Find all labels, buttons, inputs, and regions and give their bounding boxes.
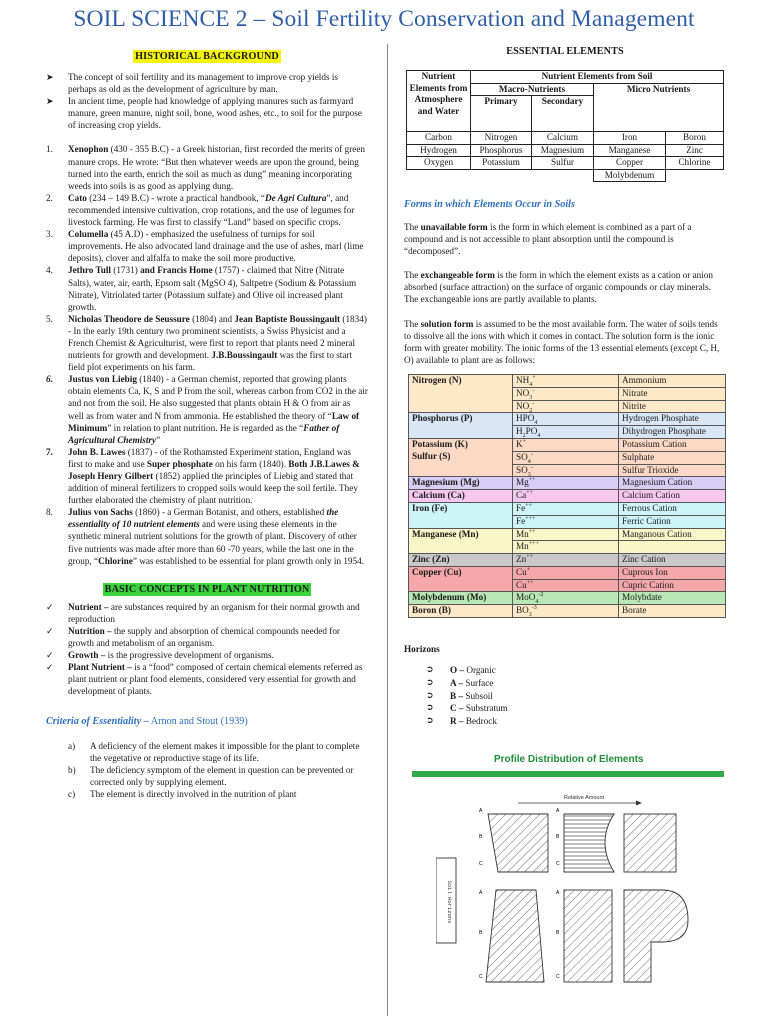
table-header: Nutrient Elements from Soil — [471, 71, 724, 84]
table-row: Boron (B) $BO_3^{-3}$ Borate — [409, 605, 726, 618]
table-row: Copper (Cu) Cu+ Cuprous Ion — [409, 566, 726, 579]
historical-list — [46, 143, 368, 566]
table-row: Iron (Fe) Fe++ Ferrous Cation — [409, 502, 726, 515]
criteria-heading: Criteria of Essentiality – Arnon and Stout (1939) — [46, 715, 248, 727]
table-header: Primary — [471, 96, 532, 132]
bullet-item: ➤ The concept of soil fertility and its management to improve crop yields is perhaps as old as the development of agriculture by man. — [46, 72, 338, 95]
horizon-item: ➲ C – Substratum — [426, 703, 508, 714]
relative-amount-label: Relative Amount — [564, 795, 605, 801]
table-header: Nutrient Elements from Atmosphere and Water — [407, 71, 471, 132]
table-row: Cu++ Cupric Cation — [409, 579, 726, 592]
historical-bullets — [46, 71, 368, 131]
profile-distribution-diagram — [436, 782, 726, 1012]
forms-paragraph-unavailable: The unavailable form is the form in which element is combined as a part of a compound and is not accessible to plant absorption until the compound is “decomposed”. — [404, 222, 692, 257]
list-item: 7. John B. Lawes (1837) - of the Rothamsted Experiment station, England was first to make and use Super phosphate on his farm (1840). Both J.B.Lawes & Joseph Henry Gilbert (1852) applied the principles of Liebig and stated that addition of mineral fertilizers to cropped soils would keep the soil fertile. They further elaborated the chemistry of plant nutrition. — [46, 446, 360, 506]
distribution-shape — [564, 890, 612, 982]
concept-item: ✓ Plant Nutrient – is a “food” composed of certain chemical elements referred as plant nutrient or plant food elements, considered very essential for growth and development of plants. — [46, 662, 363, 697]
horizons-list — [426, 664, 726, 728]
checkmark-icon: ✓ — [46, 601, 54, 612]
list-item: 1. Xenophon (430 - 355 B.C) - a Greek historian, first recorded the merits of green manure crops. He wrote: “But then whatever weeds are upon the ground, being turned into the earth, enrich the soil as much as dung” meaning incorporating weeds into soils is as good as applying dung. — [46, 144, 366, 191]
forms-paragraph-exchangeable: The exchangeable form is the form in which the element exists as a cation or anion absorbed (surface attraction) on the surface of organic compounds or clay minerals. The exchangeable ions are partly available to plants. — [404, 270, 713, 305]
distribution-shape — [624, 890, 688, 982]
table-row: Nitrogen (N) $NH_4^+$ Ammonium — [409, 374, 726, 387]
criteria-item: a) A deficiency of the element makes it impossible for the plant to complete the vegetative or reproductive stage of its life. — [68, 740, 360, 763]
distribution-shape — [488, 814, 548, 872]
ionic-forms-table — [408, 374, 726, 618]
concept-item: ✓ Nutrient – are substances required by an organism for their normal growth and reproduction — [46, 601, 360, 624]
horizon-a-label: A — [556, 890, 560, 896]
circle-arrow-icon: ➲ — [426, 665, 434, 676]
arrow-bullet-icon: ➤ — [46, 96, 54, 107]
arrow-bullet-icon: ➤ — [46, 72, 54, 82]
page-title: SOIL SCIENCE 2 – Soil Fertility Conservation and Management — [73, 6, 695, 32]
horizon-a-label: A — [479, 808, 483, 814]
figure-title: Profile Distribution of Elements — [494, 754, 644, 765]
horizons-heading: Horizons — [404, 644, 440, 655]
distribution-shape — [486, 890, 544, 982]
column-divider — [387, 44, 388, 1016]
distribution-shape — [564, 814, 614, 872]
historical-heading: HISTORICAL BACKGROUND — [135, 51, 279, 62]
table-row: Mn+++ — [409, 541, 726, 554]
table-row: $NO_2^-$ Nitrite — [409, 400, 726, 413]
distribution-shape — [624, 814, 676, 872]
horizon-c-label: C — [479, 974, 483, 980]
concept-item: ✓ Nutrition – the supply and absorption of chemical compounds needed for growth and metabolism of an organism. — [46, 625, 340, 649]
horizon-item: ➲ R – Bedrock — [426, 715, 497, 726]
table-row: Zinc (Zn) Zn++ Zinc Cation — [409, 554, 726, 567]
horizon-item: ➲ A – Surface — [426, 677, 494, 688]
basic-heading: BASIC CONCEPTS IN PLANT NUTRITION — [104, 583, 310, 595]
criteria-item: b) The deficiency symptom of the element in question can be prevented or corrected only by supplying element. — [68, 764, 354, 787]
table-row: Sulfur (S) $SO_4^-$ Sulphate — [409, 451, 726, 464]
table-row: $SO_3^-$ Sulfur Trioxide — [409, 464, 726, 477]
left-column — [46, 44, 368, 800]
checkmark-icon: ✓ — [46, 650, 54, 661]
essential-elements-table — [406, 70, 724, 182]
table-row: Hydrogen Phosphorus Magnesium Manganese Zinc — [407, 144, 724, 157]
table-header: Micro Nutrients — [594, 83, 724, 132]
horizon-b-label: B — [556, 930, 560, 936]
table-row: $H_2PO_4$ Dihydrogen Phosphate — [409, 426, 726, 439]
list-item: 3. Columella (45 A.D) - emphasized the usefulness of turnips for soil improvements. He also advocated land drainage and the use of ashes, marl (lime deposits), clover and alfalfa to make the soil more productive. — [46, 229, 364, 264]
checkmark-icon: ✓ — [46, 662, 54, 673]
figure-title-bar — [412, 771, 724, 777]
concept-item: ✓ Growth – is the progressive development of organisms. — [46, 650, 274, 661]
horizon-c-label: C — [556, 974, 560, 980]
horizon-b-label: B — [556, 834, 560, 840]
table-row: $NO_3^-$ Nitrate — [409, 387, 726, 400]
horizon-item: ➲ B – Subsoil — [426, 690, 493, 701]
list-item: 2. Cato (234 – 149 B.C) - wrote a practical handbook, “De Agri Cultura”, and recommended intensive cultivation, crop rotations, and the use of legumes for livestock farming. He was first to classify “Land” based on specific crops. — [46, 192, 355, 228]
table-row: Manganese (Mn) Mn++ Manganous Cation — [409, 528, 726, 541]
basic-list — [46, 601, 368, 698]
criteria-item: c) The element is directly involved in the nutrition of plant — [68, 788, 297, 799]
table-row: Molybdenum (Mo) MoO$_4^{-2}$ Molybdate — [409, 592, 726, 605]
right-column — [404, 44, 726, 728]
table-row: Magnesium (Mg) Mg++ Magnesium Cation — [409, 477, 726, 490]
forms-heading: Forms in which Elements Occur in Soils — [404, 199, 575, 210]
bullet-item: ➤ In ancient time, people had knowledge of applying manures such as farmyard manure, green manure, night soil, bone, wood ashes, etc., to soil for the purpose of increasing crop yields. — [46, 96, 362, 131]
circle-arrow-icon: ➲ — [426, 715, 434, 726]
table-row: Oxygen Potassium Sulfur Copper Chlorine — [407, 157, 724, 170]
table-row: Phosphorus (P) $HPO_4$ Hydrogen Phosphate — [409, 413, 726, 426]
list-item: 5. Nicholas Theodore de Seussure (1804) and Jean Baptiste Boussingault (1834) - In the early 19th century two prominent scientists, a Swiss Physicist and a French Chemist & Agriculturist, were first to report that plants need 2 mineral nutrients for growth and development. J.B.Boussingault was the first to start field plot experiments on his farm. — [46, 313, 367, 373]
circle-arrow-icon: ➲ — [426, 677, 434, 688]
table-header: Secondary — [532, 96, 594, 132]
circle-arrow-icon: ➲ — [426, 703, 434, 714]
horizon-item: ➲ O – Organic — [426, 665, 496, 676]
list-item: 6. Justus von Liebig (1840) - a German chemist, reported that growing plants obtain elements Ca, K, S and P from the soil, whereas carbon from CO2 in the air and not from the soil. He also suggested that plants obtain H & O from air as well as from water and N from ammonia. He established the theory of “Law of Minimum” in relation to plant nutrition. He is regarded as the “Father of Agricultural Chemistry” — [46, 374, 368, 445]
horizon-b-label: B — [479, 930, 483, 936]
table-row: Molybdenum — [407, 169, 724, 182]
table-row: Calcium (Ca) Ca++ Calcium Cation — [409, 490, 726, 503]
table-row: Fe+++ Ferric Cation — [409, 515, 726, 528]
essential-heading: ESSENTIAL ELEMENTS — [506, 46, 624, 57]
list-item: 4. Jethro Tull (1731) and Francis Home (1757) - claimed that Nitre (Nitrate Salts), water, air, earth, Epsom salt (MgSO 4), Saltpetre (Sodium & Potassium Nitrate), Vitriolated tarter (Potassium sulfate) and Olive oil increased plant growth. — [46, 265, 357, 312]
table-header: Macro-Nutrients — [471, 83, 594, 96]
checkmark-icon: ✓ — [46, 625, 54, 636]
list-item: 8. Julius von Sachs (1860) - a German Botanist, and others, established the essentiality of 10 nutrient elements and were using these elements in the synthetic mineral nutrient solutions for the growth of plant. Discovery of other five nutrients was made after more than 60 -70 years, while the last one in the group, “Chlorine” was established to be essential for plant growth only in 1954. — [46, 507, 365, 566]
horizon-a-label: A — [479, 890, 483, 896]
table-row: Potassium (K) K+ Potassium Cation — [409, 438, 726, 451]
criteria-list — [46, 740, 368, 800]
horizon-c-label: C — [479, 861, 483, 867]
horizon-c-label: C — [556, 861, 560, 867]
forms-paragraph-solution: The solution form is assumed to be the most available form. The water of soils tends to dissolve all the ions with which it comes in contact. The solution form is the ionic form with greater mobility. The ionic forms of the 13 essential elements (except C, H, O) available to plant are as follows: — [404, 318, 720, 365]
horizon-a-label: A — [556, 808, 560, 814]
circle-arrow-icon: ➲ — [426, 690, 434, 701]
horizon-b-label: B — [479, 834, 483, 840]
table-row: Carbon Nitrogen Calcium Iron Boron — [407, 132, 724, 145]
soil-horizons-label: Soil Horizons — [446, 880, 453, 924]
